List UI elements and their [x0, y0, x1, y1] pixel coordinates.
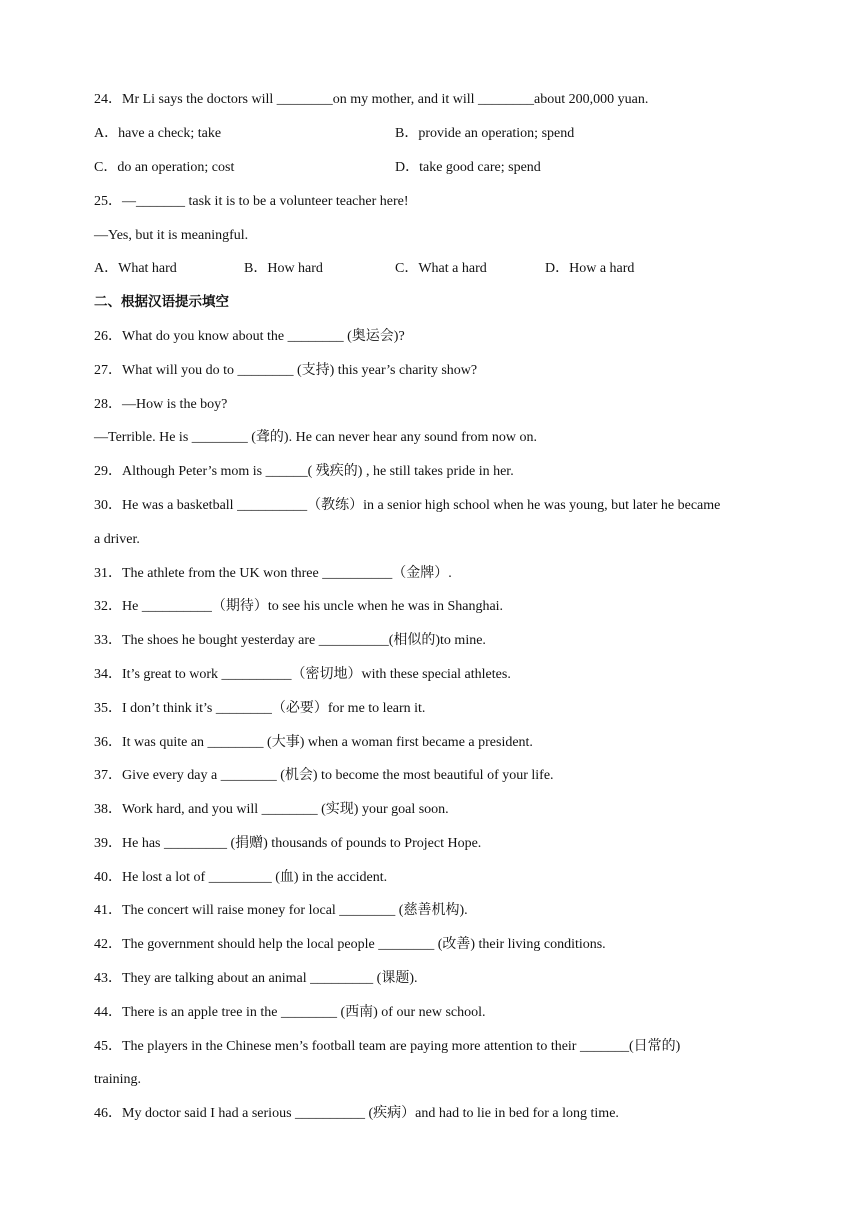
- option-d: D．How a hard: [545, 261, 635, 276]
- option-c: C．What a hard: [395, 261, 487, 276]
- question-27: 27．What will you do to ________ (支持) this year’s charity show?: [94, 363, 478, 378]
- question-29: 29．Although Peter’s mom is ______( 残疾的) , he still takes pride in her.: [94, 464, 514, 479]
- question-33: 33．The shoes he bought yesterday are __________(相似的)to mine.: [94, 633, 486, 648]
- question-44: 44．There is an apple tree in the ________ (西南) of our new school.: [94, 1005, 486, 1020]
- question-42: 42．The government should help the local people ________ (改善) their living conditions.: [94, 937, 606, 952]
- question-30: 30．He was a basketball __________（教练）in a senior high school when he was young, but later he became: [94, 498, 721, 513]
- question-35: 35．I don’t think it’s ________（必要）for me to learn it.: [94, 701, 426, 716]
- question-31: 31．The athlete from the UK won three __________（金牌）.: [94, 566, 452, 581]
- question-28-reply: —Terrible. He is ________ (聋的). He can never hear any sound from now on.: [94, 430, 538, 445]
- question-41: 41．The concert will raise money for local ________ (慈善机构).: [94, 903, 468, 918]
- option-a: A．have a check; take: [94, 126, 222, 141]
- question-46: 46．My doctor said I had a serious __________ (疾病）and had to lie in bed for a long time.: [94, 1106, 619, 1121]
- question-34: 34．It’s great to work __________（密切地）with these special athletes.: [94, 667, 511, 682]
- question-text: 25．—_______ task it is to be a volunteer teacher here!: [94, 194, 409, 209]
- question-28: 28．—How is the boy?: [94, 397, 228, 412]
- question-39: 39．He has _________ (捐赠) thousands of pounds to Project Hope.: [94, 836, 482, 851]
- question-45: 45．The players in the Chinese men’s football team are paying more attention to their _______(日常的): [94, 1039, 681, 1054]
- section-heading: 二、根据汉语提示填空: [94, 294, 229, 310]
- question-26: 26．What do you know about the ________ (奥运会)?: [94, 329, 405, 344]
- question-37: 37．Give every day a ________ (机会) to become the most beautiful of your life.: [94, 768, 554, 783]
- question-43: 43．They are talking about an animal _________ (课题).: [94, 971, 418, 986]
- question-30-continued: a driver.: [94, 532, 140, 547]
- question-text: 24．Mr Li says the doctors will ________on my mother, and it will ________about 200,000 yuan.: [94, 92, 649, 107]
- question-32: 32．He __________（期待）to see his uncle when he was in Shanghai.: [94, 599, 504, 614]
- option-b: B．How hard: [244, 261, 323, 276]
- question-reply: —Yes, but it is meaningful.: [94, 228, 249, 243]
- option-d: D．take good care; spend: [395, 160, 541, 175]
- question-40: 40．He lost a lot of _________ (血) in the accident.: [94, 870, 388, 885]
- option-a: A．What hard: [94, 261, 177, 276]
- question-45-continued: training.: [94, 1072, 142, 1087]
- option-c: C．do an operation; cost: [94, 160, 235, 175]
- question-38: 38．Work hard, and you will ________ (实现) your goal soon.: [94, 802, 449, 817]
- option-b: B．provide an operation; spend: [395, 126, 575, 141]
- question-36: 36．It was quite an ________ (大事) when a woman first became a president.: [94, 735, 533, 750]
